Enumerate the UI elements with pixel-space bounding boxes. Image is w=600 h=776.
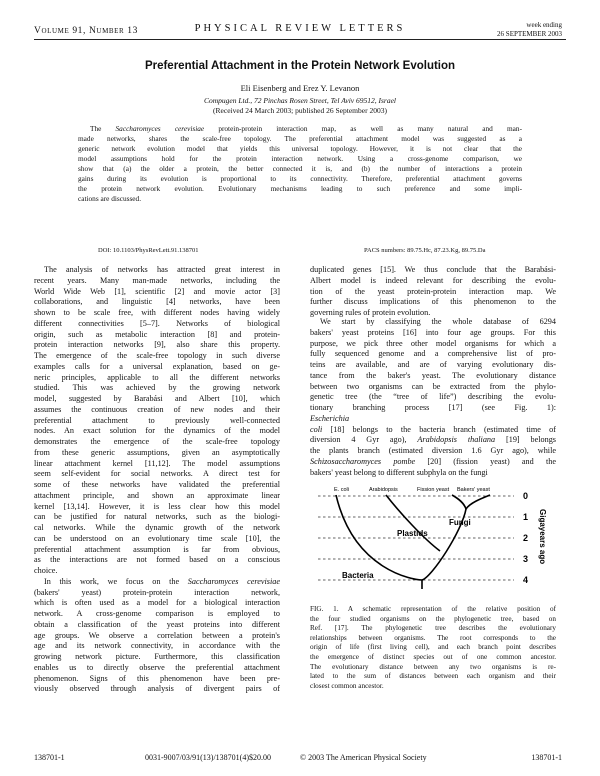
text-line: recent years. Many man-made networks, including the <box>34 275 280 285</box>
received-date: (Received 24 March 2003; published 26 September 2003) <box>213 106 387 115</box>
text-line: fully sequenced genome and a comprehensive list of pro- <box>310 349 556 359</box>
branch-plants <box>386 495 440 551</box>
text-line: nodes. An exact solution for the dynamics of the model <box>34 426 280 436</box>
text-line: tionary branching process [17] (see Fig. 1): <box>310 403 556 412</box>
text-line: can be justified for natural networks, such as the biologi- <box>34 512 280 522</box>
label-bacteria: Bacteria <box>342 571 374 580</box>
paper-title: Preferential Attachment in the Protein Network Evolution <box>144 60 456 72</box>
volume-number: Volume 91, Number 13 <box>34 26 139 36</box>
tick-4: 4 <box>523 575 529 585</box>
species-name: Escherichia <box>310 413 350 423</box>
paragraph-lines <box>310 317 556 414</box>
text-span: [18] belongs to the bacteria branch (estimated time of <box>322 424 556 434</box>
abstract-line <box>78 124 522 134</box>
text-line: from these generic assumptions, given an asymptotically <box>34 447 280 457</box>
tick-2: 2 <box>523 533 529 543</box>
branch-fission-yeast <box>452 495 466 509</box>
caption-line: Ref. [17]. The phylogenetic tree describes the evolutionary <box>310 624 556 633</box>
text-line: preferential attachment assumption is far from obvious, <box>34 544 280 554</box>
text-line: duplicated genes [15]. We thus conclude that the Barabási- <box>310 265 556 274</box>
caption-line: The evolutionary distance between any two organisms is re- <box>310 662 556 671</box>
text-line <box>310 425 556 436</box>
text-line: further discuss implications of this phenomenon to the <box>310 297 556 307</box>
page-number-left: 138701-1 <box>34 753 65 762</box>
header-rule <box>34 39 566 40</box>
text-line <box>34 577 280 588</box>
abstract-text: The <box>90 124 116 133</box>
abstract <box>78 124 522 204</box>
phylo-tree-svg <box>314 481 558 599</box>
text-line: We start by classifying the whole database of 6294 <box>320 317 556 326</box>
text-line: assumes the continuous creation of new nodes and their <box>34 404 280 414</box>
text-line: growing network picture. Furthermore, this classification <box>34 652 280 661</box>
abstract-line: cations are discussed. <box>78 193 142 203</box>
label-fission-yeast: Fission yeast <box>417 487 450 493</box>
text-line: The emergence of the scale-free topology in such diverse <box>34 351 280 360</box>
text-line: tion of the yeast protein-protein interaction map. We <box>310 286 556 296</box>
paragraph-this-work <box>34 577 280 695</box>
text-line: demonstrates the emergence of the scale-free topology <box>34 437 280 446</box>
caption-line: relationships between organisms. The root corresponds to the <box>310 633 556 642</box>
text-line: kernel [13,14]. However, it is less clear how this model <box>34 501 280 511</box>
tick-0: 0 <box>523 491 529 501</box>
text-line: collaborations, and linguistic [4] networks, have been <box>34 297 280 307</box>
text-line: purpose, we pick three other model organisms for which a <box>310 338 556 348</box>
doi-link[interactable]: DOI: 10.1103/PhysRevLett.91.138701 <box>98 247 199 254</box>
caption-line: FIG. 1. A schematic representation of the relative position of <box>310 605 556 613</box>
text-line: age groups. We observe a correlation between a protein's <box>34 630 280 640</box>
abstract-line: model assumptions hold for the protein interaction network. Using a cross-genome comparison, we <box>78 153 522 163</box>
pacs-numbers: PACS numbers: 89.75.Hc, 87.23.Kg, 89.75.Da <box>364 247 486 254</box>
text-line: governing rules of protein evolution. <box>310 308 431 317</box>
tick-1: 1 <box>523 512 529 522</box>
authors: Eli Eisenberg and Erez Y. Levanon <box>240 83 360 93</box>
text-line: can be understood on an evolutionary time scale [10], the <box>34 533 280 543</box>
right-column-top <box>310 265 556 319</box>
text-line: genetic tree (the “tree of life”) describing the evolu- <box>310 392 556 402</box>
journal-name: PHYSICAL REVIEW LETTERS <box>194 23 406 34</box>
text-line: studied. This was achieved by the growing network <box>34 383 280 393</box>
caption-line: origin of life (first living cell), and each branch point describes <box>310 643 556 652</box>
species-name: Schizosaccharomyces pombe <box>310 456 416 466</box>
abstract-line: generic network evolution model that yields this universal topology. However, it is not clear that the <box>78 143 522 153</box>
label-ecoli: E. coli <box>334 487 349 493</box>
issn-code: 0031-9007/03/91(13)/138701(4)$20.00 <box>145 753 271 762</box>
branch-bakers-yeast <box>466 495 490 509</box>
abstract-text: protein-protein interaction map, as well as many natural and man- <box>204 124 522 133</box>
label-bakers-yeast: Bakers' yeast <box>457 487 490 493</box>
tick-3: 3 <box>523 554 529 564</box>
caption-line: closest common ancestor. <box>310 681 384 690</box>
label-plastids: Plastids <box>397 529 428 538</box>
text-line: protein interaction networks [9], also share this property. <box>34 340 280 350</box>
text-line: World Wide Web [1], scientific [2] and movie actor [3] <box>34 286 280 296</box>
species-name: Arabidopsis thaliana <box>417 435 496 445</box>
text-line: preferential attachment to previously well-connected <box>34 415 280 425</box>
abstract-line: show that (a) the older a protein, the better connected it is, and (b) the number of interactions a protein <box>78 163 522 173</box>
time-gridlines <box>318 496 514 580</box>
text-line: linear attachment kernel [11,12]. The model assumptions <box>34 458 280 468</box>
text-span: [19] belongs <box>495 435 556 445</box>
axis-label-gigayears: Gigayears ago <box>538 509 547 565</box>
species-name: coli <box>310 424 323 434</box>
abstract-line: gains during its evolution is proportional to its connectivity. Therefore, preferential attachment governs <box>78 173 522 183</box>
label-fungi: Fungi <box>449 518 471 527</box>
left-column <box>34 265 280 695</box>
label-arabidopsis: Arabidopsis <box>369 487 398 493</box>
figure-caption <box>310 605 556 691</box>
text-line: The analysis of networks has attracted great interest in <box>44 265 280 274</box>
text-line: neric principles, applicable to all the different networks <box>34 372 280 382</box>
copyright: © 2003 The American Physical Society <box>300 753 427 762</box>
text-line: shown to be scale free, with different nodes having widely <box>34 308 280 317</box>
abstract-line: the protein network evolution. Evolutionary mechanisms leading to such preference and some impli- <box>78 183 522 193</box>
affiliation: Compugen Ltd., 72 Pinchas Rosen Street, Tel Aviv 69512, Israel <box>203 96 396 105</box>
text-line: enables us to directly observe the preferential attachment <box>34 662 280 672</box>
text-line: network. A cross-genome comparison is employed to <box>34 609 280 618</box>
caption-line: the emergence of distinct species out of one common ancestor. <box>310 652 556 661</box>
species-name: Saccharomyces cerevisiae <box>115 124 205 133</box>
week-ending-label: week ending <box>526 21 562 29</box>
text-line <box>310 457 556 468</box>
text-line: which is often used as a model for a biological interaction <box>34 598 280 608</box>
paragraph-rest <box>34 588 280 696</box>
text-line: viously observed through analysis of divergent pairs of <box>34 684 280 694</box>
text-line: Albert model is indeed relevant for describing the evolu- <box>310 275 556 285</box>
text-line: age and its network connectivity, in accordance with the <box>34 641 280 651</box>
issue-date-value: 26 SEPTEMBER 2003 <box>497 29 562 38</box>
text-span: diversion 4 Gyr ago), <box>310 435 418 445</box>
text-line: as the interactions are not formed based on a conscious <box>34 555 280 565</box>
text-line: origin, such as metabolic interaction [8] and protein- <box>34 329 280 339</box>
text-line: different connectivities [5–7]. Networks of biological <box>34 318 280 328</box>
text-line: obtain a classification of the yeast proteins into different <box>34 619 280 629</box>
issue-date <box>497 21 562 38</box>
text-line <box>310 414 556 425</box>
text-span: In this work, we focus on the <box>44 576 188 586</box>
text-line: examples calls for a universal explanation, based on ge- <box>34 361 280 371</box>
text-line <box>310 435 556 446</box>
text-line: cal networks. While the dynamic growth of the network <box>34 523 280 532</box>
abstract-line: made networks, shares the scale-free topology. The preferential attachment model was suggested as a <box>78 133 522 143</box>
page-number-right: 138701-1 <box>531 753 562 762</box>
text-line: model, suggested by Barabási and Albert [10], which <box>34 394 280 403</box>
text-line: the plants branch (estimated diversion 1.6 Gyr ago), while <box>310 446 556 455</box>
text-line: teins are available, and are of varying evolutionary dis- <box>310 360 556 369</box>
species-name: Saccharomyces cerevisiae <box>187 576 280 586</box>
time-axis <box>523 491 528 585</box>
text-line: tance from the baker's yeast. The evolutionary distance <box>310 370 556 380</box>
caption-line: the four studied organisms on the phylogenetic tree, based on <box>310 614 556 623</box>
right-column-paragraph <box>310 317 556 478</box>
text-line: attachment principle, and shown an approximate linear <box>34 490 280 500</box>
text-line: choice. <box>34 566 58 575</box>
text-line: between two organisms can be extracted from the phylo- <box>310 381 556 391</box>
figure-phylogenetic-tree <box>314 481 558 599</box>
paragraph-intro <box>34 265 280 577</box>
caption-line: lated to the sum of distances between each organism and their <box>310 672 556 681</box>
text-line: (bakers' yeast) protein-protein interaction network, <box>34 587 280 597</box>
text-span: [20] (fission yeast) and the <box>415 456 556 466</box>
text-line: bakers' yeast proteins [16] into four age groups. For this <box>310 327 556 337</box>
text-line: phenomenon. Signs of this phenomenon have been pre- <box>34 673 280 683</box>
text-line: bakers' yeast belong to different subphyla on the fungi <box>310 467 488 477</box>
text-line: some of these networks have validated the preferential <box>34 480 280 489</box>
text-line: seem self-evident for social networks. A direct test for <box>34 469 280 479</box>
